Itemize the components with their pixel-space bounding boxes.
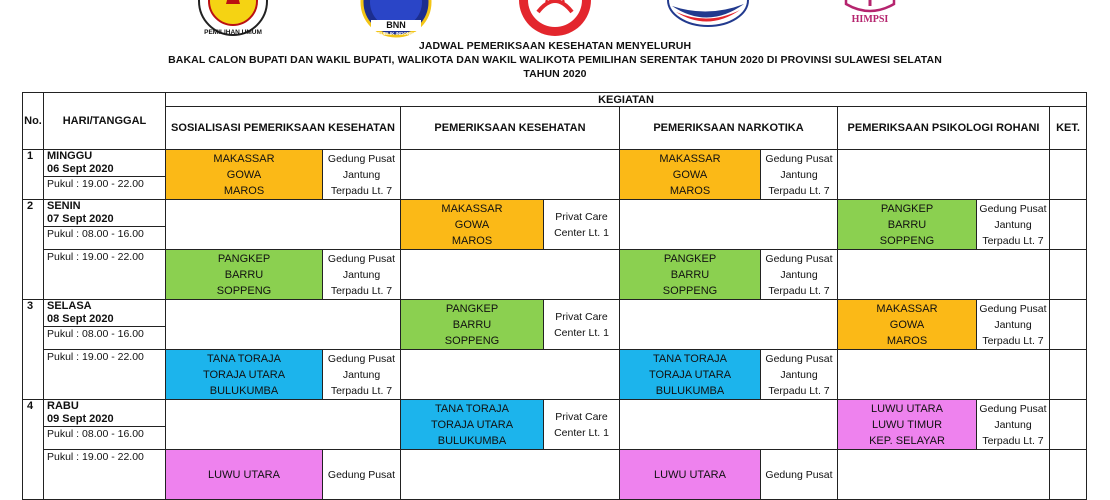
region-cell xyxy=(166,150,323,200)
venue-line: Terpadu Lt. 7 xyxy=(330,184,393,197)
table-row xyxy=(23,250,1087,300)
region-name: MAROS xyxy=(669,184,711,197)
day-cell xyxy=(44,450,166,500)
venue-line: Gedung Pusat xyxy=(327,352,396,365)
venue-line: Gedung Pusat xyxy=(765,352,833,365)
table-row xyxy=(23,400,1087,450)
region-name: MAROS xyxy=(451,234,493,247)
region-name: MAROS xyxy=(223,184,265,197)
day-number: 2 xyxy=(23,200,44,300)
region-name: GOWA xyxy=(454,218,490,231)
region-cell xyxy=(166,350,323,400)
region-name: PANGKEP xyxy=(880,202,934,215)
venue-line: Jantung xyxy=(994,318,1032,331)
idi-logo xyxy=(516,0,594,38)
region-name: BARRU xyxy=(887,218,927,231)
venue-line: Jantung xyxy=(780,368,818,381)
title-line-1: JADWAL PEMERIKSAAN KESEHATAN MENYELURUH xyxy=(418,40,692,52)
ket-cell xyxy=(1050,150,1087,200)
venue-line: Gedung Pusat xyxy=(979,402,1047,415)
table-row xyxy=(23,150,1087,200)
region-cell xyxy=(401,400,544,450)
region-name: BARRU xyxy=(452,318,492,331)
col-no-header: No. xyxy=(23,93,44,150)
venue-cell xyxy=(323,250,401,300)
activity-header-sosialisasi: SOSIALISASI PEMERIKSAAN KESEHATAN xyxy=(166,107,401,150)
venue-cell xyxy=(323,150,401,200)
region-cell xyxy=(838,300,977,350)
venue-line: Privat Care xyxy=(555,210,608,223)
col-kegiatan-header: KEGIATAN xyxy=(166,93,1087,107)
day-cell xyxy=(44,300,166,350)
venue-line: Gedung Pusat xyxy=(327,468,396,481)
ket-cell xyxy=(1050,450,1087,500)
day-number: 4 xyxy=(23,400,44,500)
table-row xyxy=(23,450,1087,500)
region-name: BARRU xyxy=(224,268,264,281)
region-name: LUWU UTARA xyxy=(208,468,280,481)
day-number: 1 xyxy=(23,150,44,200)
venue-line: Center Lt. 1 xyxy=(554,426,609,439)
venue-line: Gedung Pusat xyxy=(979,302,1047,315)
time-slot: Pukul : 08.00 - 16.00 xyxy=(44,226,165,241)
activity-header-narkotika: PEMERIKSAAN NARKOTIKA xyxy=(620,107,838,150)
venue-line: Jantung xyxy=(342,368,381,381)
venue-cell xyxy=(761,150,838,200)
empty-cell xyxy=(166,400,401,450)
region-name: TANA TORAJA xyxy=(435,402,509,415)
region-name: MAKASSAR xyxy=(876,302,938,315)
empty-cell xyxy=(620,400,838,450)
day-name: RABU xyxy=(47,400,79,412)
region-cell xyxy=(620,350,761,400)
schedule-table xyxy=(22,92,1087,500)
venue-line: Jantung xyxy=(780,268,818,281)
venue-cell xyxy=(761,450,838,500)
region-cell xyxy=(838,400,977,450)
empty-cell xyxy=(401,150,620,200)
region-name: MAROS xyxy=(886,334,928,347)
venue-line: Gedung Pusat xyxy=(327,252,396,265)
venue-cell xyxy=(761,350,838,400)
venue-line: Privat Care xyxy=(555,310,608,323)
ket-cell xyxy=(1050,350,1087,400)
venue-line: Terpadu Lt. 7 xyxy=(982,234,1044,247)
day-cell xyxy=(44,350,166,400)
ket-cell xyxy=(1050,300,1087,350)
venue-line: Center Lt. 1 xyxy=(554,326,609,339)
day-date: 07 Sept 2020 xyxy=(47,213,114,225)
region-name: SOPPENG xyxy=(216,284,272,297)
region-cell xyxy=(401,300,544,350)
venue-cell xyxy=(977,200,1050,250)
empty-cell xyxy=(620,200,838,250)
venue-line: Jantung xyxy=(994,418,1032,431)
kpu-logo xyxy=(196,0,270,38)
venue-cell xyxy=(544,300,620,350)
time-slot: Pukul : 08.00 - 16.00 xyxy=(44,426,165,441)
region-cell xyxy=(620,450,761,500)
day-cell xyxy=(44,150,166,200)
region-name: TORAJA UTARA xyxy=(202,368,286,381)
bnn-logo-text: BNN xyxy=(386,20,406,30)
region-name: GOWA xyxy=(226,168,262,181)
region-name: MAKASSAR xyxy=(441,202,503,215)
venue-line: Center Lt. 1 xyxy=(554,226,609,239)
venue-line: Gedung Pusat xyxy=(765,252,833,265)
activity-header-kesehatan: PEMERIKSAAN KESEHATAN xyxy=(401,107,620,150)
region-name: BARRU xyxy=(670,268,710,281)
ket-cell xyxy=(1050,400,1087,450)
region-cell xyxy=(401,200,544,250)
bnn-logo xyxy=(357,0,435,38)
region-name: PANGKEP xyxy=(663,252,717,265)
region-cell xyxy=(166,250,323,300)
day-cell xyxy=(44,200,166,250)
region-name: SOPPENG xyxy=(662,284,718,297)
venue-cell xyxy=(977,400,1050,450)
logo-strip xyxy=(0,0,1110,40)
region-name: SOPPENG xyxy=(879,234,935,247)
region-name: LUWU UTARA xyxy=(654,468,726,481)
region-cell xyxy=(620,250,761,300)
empty-cell xyxy=(401,250,620,300)
region-cell xyxy=(166,450,323,500)
region-name: BULUKUMBA xyxy=(209,384,279,397)
venue-cell xyxy=(761,250,838,300)
region-name: MAKASSAR xyxy=(213,152,275,165)
region-name: TANA TORAJA xyxy=(207,352,281,365)
time-slot: Pukul : 19.00 - 22.00 xyxy=(44,176,165,191)
day-number: 3 xyxy=(23,300,44,400)
day-date: 09 Sept 2020 xyxy=(47,413,114,425)
kemenkes-logo xyxy=(666,0,750,28)
region-name: TORAJA UTARA xyxy=(648,368,732,381)
venue-line: Gedung Pusat xyxy=(765,468,833,481)
venue-line: Gedung Pusat xyxy=(979,202,1047,215)
venue-line: Gedung Pusat xyxy=(765,152,833,165)
table-row xyxy=(23,350,1087,400)
region-name: LUWU TIMUR xyxy=(871,418,943,431)
region-name: BULUKUMBA xyxy=(437,434,507,447)
day-cell xyxy=(44,400,166,450)
empty-cell xyxy=(838,350,1050,400)
venue-line: Terpadu Lt. 7 xyxy=(330,384,393,397)
empty-cell xyxy=(838,450,1050,500)
venue-line: Privat Care xyxy=(555,410,608,423)
kpu-logo-text: PEMILIHAN UMUM xyxy=(204,29,262,36)
ket-cell xyxy=(1050,200,1087,250)
venue-line: Terpadu Lt. 7 xyxy=(768,284,830,297)
venue-line: Gedung Pusat xyxy=(327,152,396,165)
region-name: SOPPENG xyxy=(444,334,500,347)
venue-line: Jantung xyxy=(342,168,381,181)
day-date: 08 Sept 2020 xyxy=(47,313,114,325)
empty-cell xyxy=(401,350,620,400)
region-name: LUWU UTARA xyxy=(871,402,943,415)
venue-cell xyxy=(323,450,401,500)
venue-line: Terpadu Lt. 7 xyxy=(768,184,830,197)
ket-cell xyxy=(1050,250,1087,300)
empty-cell xyxy=(838,150,1050,200)
venue-line: Terpadu Lt. 7 xyxy=(982,334,1044,347)
region-cell xyxy=(620,150,761,200)
region-name: GOWA xyxy=(672,168,708,181)
empty-cell xyxy=(620,300,838,350)
region-name: KEP. SELAYAR xyxy=(869,434,945,447)
col-day-header: HARI/TANGGAL xyxy=(44,93,166,150)
empty-cell xyxy=(838,250,1050,300)
col-ket-header: KET. xyxy=(1050,107,1087,150)
region-cell xyxy=(838,200,977,250)
venue-cell xyxy=(544,200,620,250)
venue-cell xyxy=(323,350,401,400)
empty-cell xyxy=(166,200,401,250)
time-slot: Pukul : 19.00 - 22.00 xyxy=(47,451,144,463)
region-name: MAKASSAR xyxy=(659,152,721,165)
time-slot: Pukul : 19.00 - 22.00 xyxy=(47,351,144,363)
time-slot: Pukul : 19.00 - 22.00 xyxy=(47,251,144,263)
venue-line: Jantung xyxy=(780,168,818,181)
table-row xyxy=(23,300,1087,350)
table-body xyxy=(23,150,1087,500)
table-row xyxy=(23,200,1087,250)
region-name: BULUKUMBA xyxy=(655,384,725,397)
activity-header-psikologi: PEMERIKSAAN PSIKOLOGI ROHANI xyxy=(838,107,1050,150)
title-line-2: BAKAL CALON BUPATI DAN WAKIL BUPATI, WALIKOTA DAN WAKIL WALIKOTA PEMILIHAN SERENTAK TAHUN 2020 DI PROVINSI SULAWESI SELATAN xyxy=(168,54,942,66)
day-name: MINGGU xyxy=(47,150,93,162)
venue-line: Terpadu Lt. 7 xyxy=(768,384,830,397)
region-name: GOWA xyxy=(889,318,925,331)
table-header xyxy=(23,93,1087,150)
region-name: PANGKEP xyxy=(445,302,499,315)
venue-line: Terpadu Lt. 7 xyxy=(330,284,393,297)
day-date: 06 Sept 2020 xyxy=(47,163,114,175)
venue-line: Terpadu Lt. 7 xyxy=(982,434,1044,447)
himpsi-logo-text: HIMPSI xyxy=(851,14,889,25)
day-cell xyxy=(44,250,166,300)
time-slot: Pukul : 08.00 - 16.00 xyxy=(44,326,165,341)
empty-cell xyxy=(166,300,401,350)
himpsi-logo xyxy=(840,0,900,40)
document-header xyxy=(0,39,1110,81)
venue-line: Jantung xyxy=(342,268,381,281)
venue-cell xyxy=(977,300,1050,350)
day-name: SENIN xyxy=(47,200,81,212)
bnn-logo-subtext: REPUBLIK INDONESIA xyxy=(371,31,421,36)
region-name: TANA TORAJA xyxy=(653,352,727,365)
region-name: TORAJA UTARA xyxy=(430,418,514,431)
venue-line: Jantung xyxy=(994,218,1032,231)
title-line-3: TAHUN 2020 xyxy=(523,68,587,80)
day-name: SELASA xyxy=(47,300,92,312)
region-name: PANGKEP xyxy=(217,252,271,265)
venue-cell xyxy=(544,400,620,450)
empty-cell xyxy=(401,450,620,500)
